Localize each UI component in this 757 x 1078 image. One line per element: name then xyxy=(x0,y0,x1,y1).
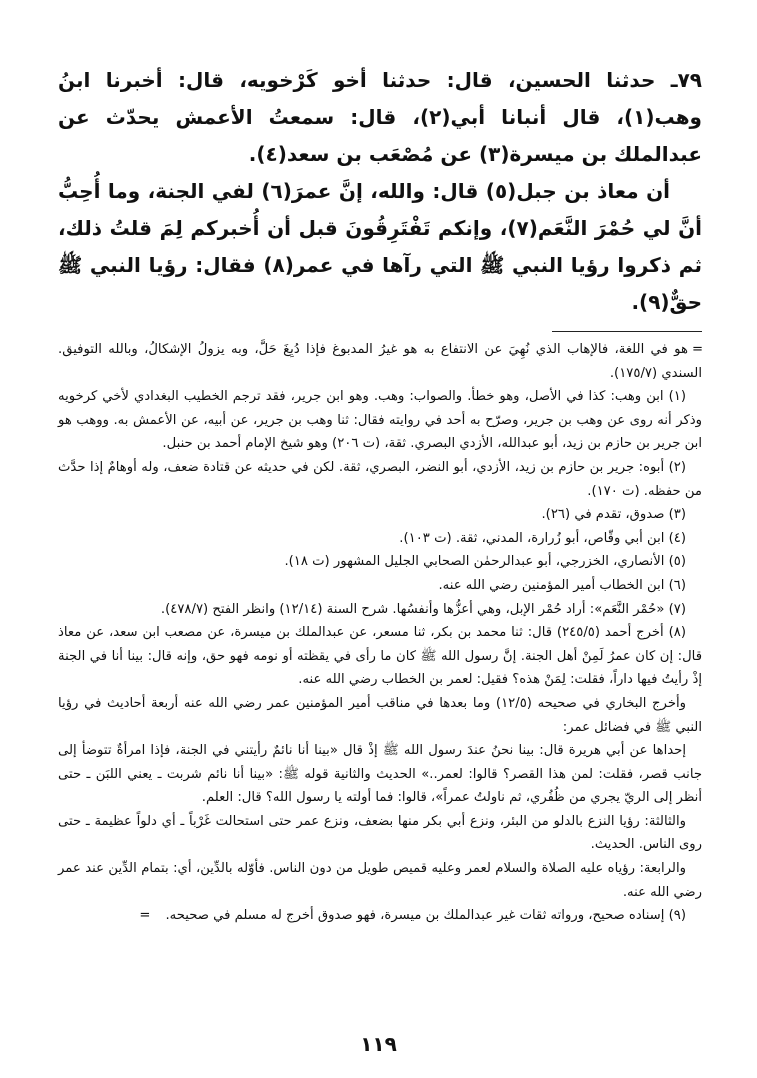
footnote-6: (٦) ابن الخطاب أمير المؤمنين رضي الله عنه. xyxy=(438,577,686,593)
footnote-2: (٢) أبوه: جرير بن حازم بن زيد، الأزدي، أبو النضر، البصري، ثقة. لكن في حديثه عن قتادة ضعف، وله أوهامٌ إذا حدَّث من حفظه. (ت ١٧٠). xyxy=(58,459,702,499)
footnote-8-fourth: والرابعة: رؤياه عليه الصلاة والسلام لعمر وعليه قميص طويل من دون الناس. فأوّله بالدِّين، أي: بتمام الدِّين عند عمر رضي الله عنه. xyxy=(58,861,702,900)
footnote-7: (٧) «حُمْر النَّعَم»: أراد حُمْر الإبل، وهي أعزُّها وأنفسُها. شرح السنة (١٢/١٤) وانظر الفتح (٤٧٨/٧). xyxy=(160,601,686,617)
page-number: ١١٩ xyxy=(360,1032,397,1056)
continuation-mark: = xyxy=(139,908,150,924)
footnote-8: (٨) أخرج أحمد (٢٤٥/٥) قال: ثنا محمد بن بكر، ثنا مسعر، عن عبدالملك بن ميسرة، عن مصعب ابن سعد، عن معاذ قال: إن كان عمرُ لَمِنْ أهل الجنة. إنَّ رسول الله ﷺ كان ما رأى في يقظته أو نومه فهو حق، وإنه قال: بينا أنا في الجنة إذْ رأيتُ فيها داراً، فقلت: لِمَنْ هذه؟ فقيل: لعمر بن الخطاب رضي الله عنه. xyxy=(58,625,702,688)
footnote-1: (١) ابن وهب: كذا في الأصل، وهو خطأ. والصواب: وهب. وهو ابن جرير، فقد ترجم الخطيب البغدادي لأخي كرخويه وذكر أنه روى عن وهب بن جرير، وصرّح به أحد في روايته فقال: ثنا وهب بن جرير، عن أبيه، عن الأعمش به. ووهب هو ابن جرير بن حازم بن زيد، أبو عبدالله، الأزدي البصري. ثقة، (ت ٢٠٦) وهو شيخ الإمام أحمد بن حنبل. xyxy=(58,389,702,452)
footnote-separator xyxy=(552,331,702,332)
main-text xyxy=(58,62,702,321)
footnote-8-third: والثالثة: رؤيا النزع بالدلو من البئر، ونزع أبي بكر منها بضعف، ونزع عمر حتى استحالت غَرْباً ـ أي دلواً عظيمة ـ حتى روى الناس. الحديث. xyxy=(58,813,702,853)
footnote-8-first-second: إحداها عن أبي هريرة قال: بينا نحنُ عندَ رسول الله ﷺ إذْ قال «بينا أنا نائمٌ رأيتني في الجنة، فإذا امرأةٌ تتوضأ إلى جانب قصر، فقلت: لمن هذا القصر؟ قالوا: لعمر..» الحديث والثانية قوله ﷺ: «بينا أنا نائم شربت ـ يعني اللبَن ـ حتى أنظر إلى الريّ يجري من ظُفُري، ثم ناولتُ عمراً»، قالوا: فما أولته يا رسول الله؟ قال: العلم. xyxy=(58,743,702,806)
footnote-5: (٥) الأنصاري، الخزرجي، أبو عبدالرحمٰن الصحابي الجليل المشهور (ت ١٨). xyxy=(284,554,686,570)
footnote-4: (٤) ابن أبي وقّاص، أبو زُرارة، المدني، ثقة. (ت ١٠٣). xyxy=(399,530,686,546)
footnote-8-bukhari: وأخرج البخاري في صحيحه (١٢/٥) وما بعدها في مناقب أمير المؤمنين عمر رضي الله عنه أربعة أحاديث في رؤيا النبي ﷺ في فضائل عمر: xyxy=(58,695,702,735)
hadith-isnad: ٧٩ـ حدثنا الحسين، قال: حدثنا أخو كَرْخويه، قال: أخبرنا ابنُ وهب(١)، قال أنبانا أبي(٢)، قال: سمعتُ الأعمش يحدّث عن عبدالملك بن ميسرة(٣) عن مُصْعَب بن سعد(٤). xyxy=(58,68,702,166)
footnote-3: (٣) صدوق، تقدم في (٢٦). xyxy=(541,507,686,523)
footnotes xyxy=(58,338,702,928)
footnote-9: (٩) إسناده صحيح، ورواته ثقات غير عبدالملك بن ميسرة، فهو صدوق أخرج له مسلم في صحيحه.= xyxy=(58,904,702,928)
footnote-carryover: =هو في اللغة، فالإهاب الذي نُهِيَ عن الانتفاع به هو غيرُ المدبوغ فإذا دُبِغَ حَلَّ، وبه يزولُ الإشكالُ، وبالله التوفيق. السندي (١٧٥/٧). xyxy=(58,338,702,385)
hadith-matn: أن معاذ بن جبل(٥) قال: والله، إنَّ عمرَ(٦) لفي الجنة، وما أُحِبُّ أنَّ لي حُمْرَ النَّعَم(٧)، وإنكم تَفْتَرِقُونَ قبل أن أُخبركم لِمَ قلتُ ذلك، ثم ذكروا رؤيا النبي ﷺ التي رآها في عمر(٨) فقال: رؤيا النبي ﷺ حقٌّ(٩). xyxy=(58,179,702,314)
page-body xyxy=(58,62,702,928)
continuation-mark: = xyxy=(691,342,702,357)
